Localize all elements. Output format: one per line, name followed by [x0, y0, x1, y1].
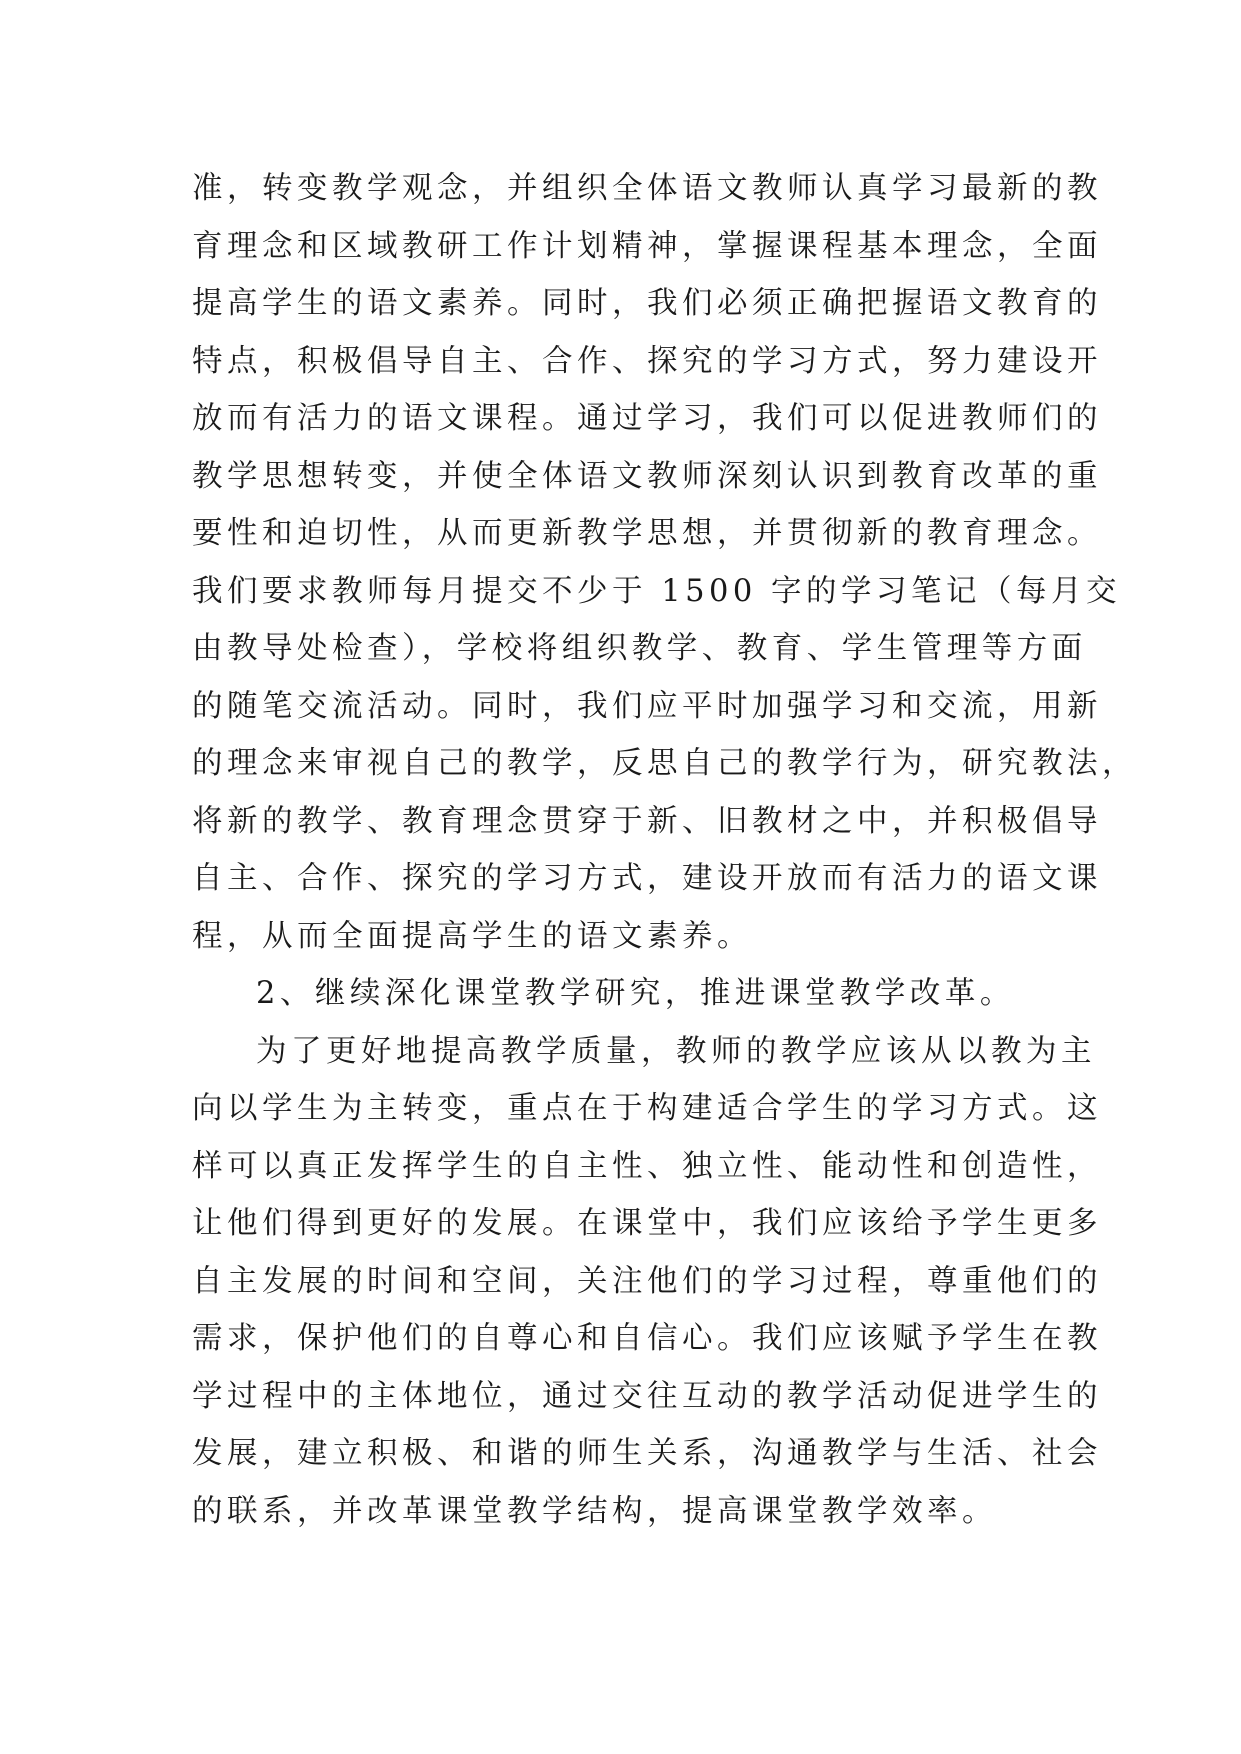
text-line: 育理念和区域教研工作计划精神，掌握课程基本理念，全面 — [192, 228, 1102, 264]
text-line: 需求，保护他们的自尊心和自信心。我们应该赋予学生在教 — [192, 1321, 1102, 1356]
text-line: 学过程中的主体地位，通过交往互动的教学活动促进学生的 — [192, 1378, 1102, 1414]
document-body — [192, 160, 1137, 1540]
text-line: 将新的教学、教育理念贯穿于新、旧教材之中，并积极倡导 — [192, 803, 1102, 839]
text-line: 放而有活力的语文课程。通过学习，我们可以促进教师们的 — [192, 401, 1102, 436]
text-line: 2、继续深化课堂教学研究，推进课堂教学改革。 — [256, 976, 1015, 1011]
text-line: 的随笔交流活动。同时，我们应平时加强学习和交流，用新 — [192, 688, 1102, 724]
text-line: 教学思想转变，并使全体语文教师深刻认识到教育改革的重 — [192, 458, 1102, 494]
text-line: 为了更好地提高教学质量，教师的教学应该从以教为主 — [256, 1033, 1096, 1069]
text-line: 我们要求教师每月提交不少于 1500 字的学习笔记（每月交 — [192, 573, 1122, 609]
text-line: 让他们得到更好的发展。在课堂中，我们应该给予学生更多 — [192, 1206, 1102, 1241]
text-line: 由教导处检查），学校将组织教学、教育、学生管理等方面 — [192, 631, 1087, 666]
text-line: 自主、合作、探究的学习方式，建设开放而有活力的语文课 — [192, 861, 1102, 896]
text-line: 提高学生的语文素养。同时，我们必须正确把握语文教育的 — [192, 286, 1102, 321]
text-line: 样可以真正发挥学生的自主性、独立性、能动性和创造性， — [192, 1148, 1102, 1184]
text-line: 的联系，并改革课堂教学结构，提高课堂教学效率。 — [192, 1493, 997, 1529]
text-line: 程，从而全面提高学生的语文素养。 — [192, 918, 752, 954]
text-line: 向以学生为主转变，重点在于构建适合学生的学习方式。这 — [192, 1091, 1102, 1126]
text-line: 要性和迫切性，从而更新教学思想，并贯彻新的教育理念。 — [192, 516, 1102, 551]
text-line: 特点，积极倡导自主、合作、探究的学习方式，努力建设开 — [192, 343, 1102, 379]
text-line: 自主发展的时间和空间，关注他们的学习过程，尊重他们的 — [192, 1263, 1102, 1299]
text-line: 准，转变教学观念，并组织全体语文教师认真学习最新的教 — [192, 171, 1102, 206]
text-line: 的理念来审视自己的教学，反思自己的教学行为，研究教法， — [192, 746, 1137, 781]
text-line: 发展，建立积极、和谐的师生关系，沟通教学与生活、社会 — [192, 1436, 1102, 1471]
